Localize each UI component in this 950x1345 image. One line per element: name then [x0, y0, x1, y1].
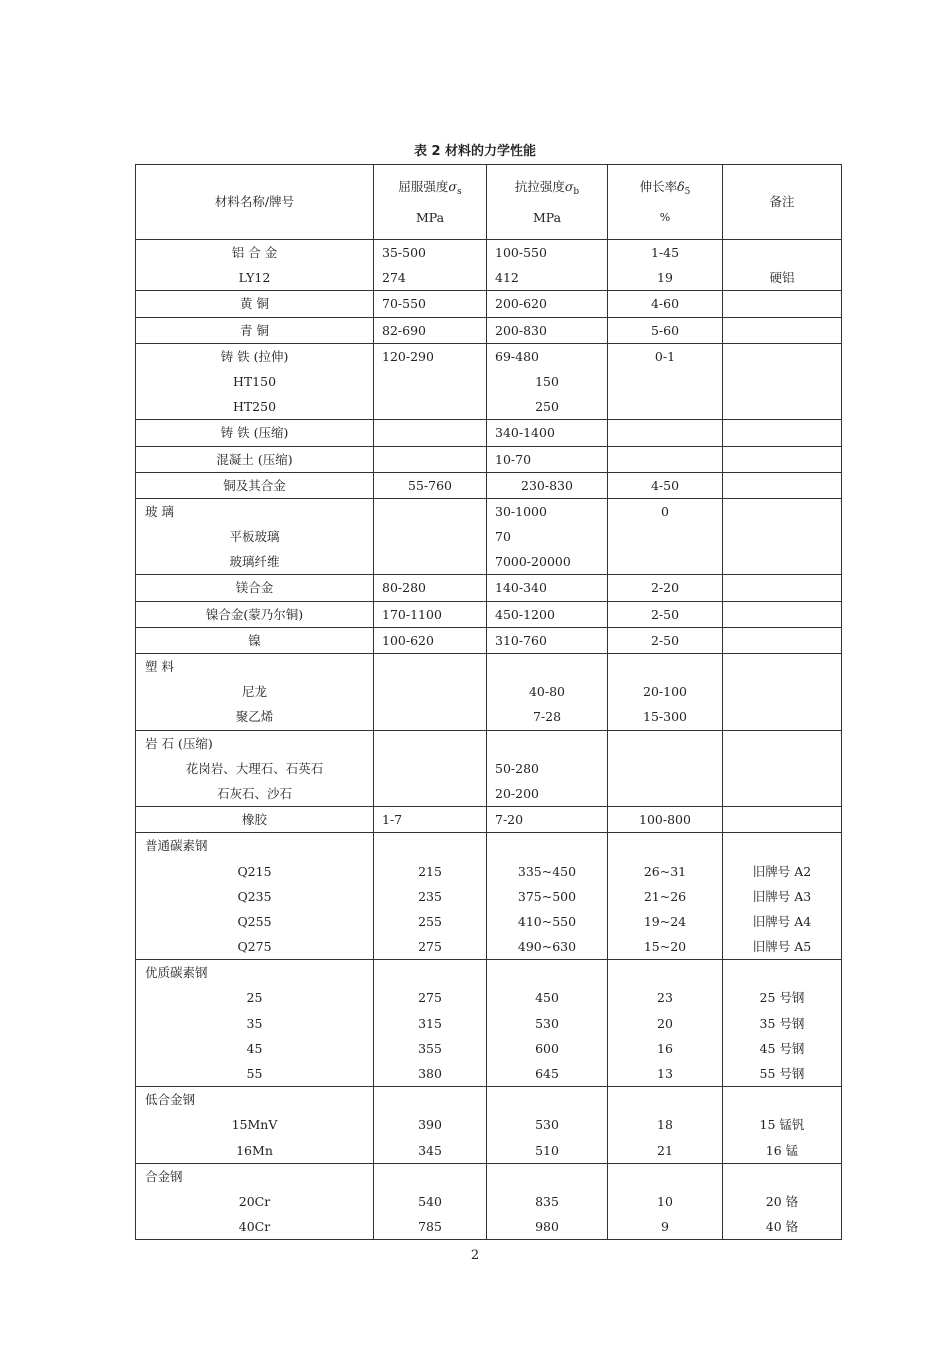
remark-cell — [723, 807, 842, 833]
elongation-line — [608, 833, 722, 858]
tensile-strength-cell — [487, 627, 608, 653]
material-name-line: 15MnV — [231, 1117, 278, 1133]
yield-strength-line: 82-690 — [382, 322, 426, 338]
elongation-line: 18 — [657, 1117, 673, 1133]
elongation-line: 23 — [657, 990, 673, 1006]
material-name-line: Q255 — [237, 913, 272, 929]
header-tensile-unit: MPa — [532, 209, 562, 225]
yield-strength-cell — [374, 1087, 487, 1164]
elongation-cell — [608, 291, 723, 317]
yield-strength-line — [374, 1087, 486, 1112]
remark-cell — [723, 1087, 842, 1164]
material-name-cell — [136, 575, 374, 601]
material-name-line: 花岗岩、大理石、石英石 — [185, 760, 324, 776]
material-name-line: 优质碳素钢 — [145, 965, 208, 981]
material-name-line: 玻璃纤维 — [229, 554, 280, 570]
remark-line: 40 铬 — [765, 1219, 799, 1235]
yield-strength-cell — [374, 833, 487, 960]
yield-strength-cell — [374, 472, 487, 498]
material-name-line: Q215 — [237, 863, 272, 879]
yield-strength-cell — [374, 575, 487, 601]
tensile-strength-cell — [487, 575, 608, 601]
material-name-line: HT150 — [232, 373, 277, 389]
remark-cell — [723, 1163, 842, 1240]
tensile-strength-line: 30-1000 — [495, 503, 547, 519]
elongation-line: 21 — [657, 1142, 673, 1158]
elongation-line: 26~31 — [643, 863, 687, 879]
header-tensile-label: 抗拉强度 — [514, 178, 565, 194]
yield-strength-line: 80-280 — [382, 580, 426, 596]
material-name-line: 40Cr — [238, 1219, 271, 1235]
yield-strength-cell — [374, 627, 487, 653]
elongation-cell — [608, 833, 723, 960]
tensile-strength-line: 530 — [535, 1015, 559, 1031]
yield-strength-cell — [374, 240, 487, 291]
tensile-strength-line: 100-550 — [495, 245, 547, 260]
material-name-line: 平板玻璃 — [229, 529, 280, 545]
tensile-strength-cell — [487, 654, 608, 731]
elongation-cell — [608, 446, 723, 472]
elongation-line: 100-800 — [639, 812, 691, 828]
tensile-strength-cell — [487, 1087, 608, 1164]
material-name-line: 镍 — [248, 632, 261, 648]
material-name-line: 16Mn — [236, 1142, 273, 1158]
tensile-strength-line: 69-480 — [495, 348, 539, 364]
material-name-cell — [136, 498, 374, 575]
material-name-line: 岩 石 (压缩) — [145, 735, 213, 751]
elongation-cell — [608, 420, 723, 446]
yield-strength-line: 390 — [418, 1117, 442, 1133]
yield-strength-line: 1-7 — [382, 812, 403, 828]
yield-strength-line: 120-290 — [382, 348, 434, 364]
tensile-strength-cell — [487, 601, 608, 627]
remark-line: 旧牌号 A4 — [752, 913, 812, 929]
elongation-cell — [608, 575, 723, 601]
header-elongation — [608, 165, 723, 240]
yield-strength-cell — [374, 446, 487, 472]
material-name-cell — [136, 654, 374, 731]
material-name-cell — [136, 1163, 374, 1240]
table-header-row — [136, 165, 842, 240]
elongation-cell — [608, 240, 723, 291]
remark-cell — [723, 960, 842, 1087]
elongation-cell — [608, 1163, 723, 1240]
yield-strength-cell — [374, 601, 487, 627]
yield-strength-cell — [374, 343, 487, 420]
tensile-strength-line — [487, 833, 607, 858]
tensile-strength-line: 410~550 — [517, 913, 577, 929]
tensile-strength-cell — [487, 498, 608, 575]
tensile-strength-cell — [487, 343, 608, 420]
yield-strength-cell — [374, 960, 487, 1087]
tensile-strength-line: 340-1400 — [495, 425, 555, 441]
material-name-line: 铝 合 金 — [231, 245, 278, 260]
elongation-line — [608, 654, 722, 679]
remark-cell — [723, 833, 842, 960]
remark-line: 55 号钢 — [759, 1066, 805, 1081]
tensile-strength-line: 510 — [535, 1142, 559, 1158]
delta-5-symbol: δ — [677, 178, 685, 194]
elongation-line: 4-60 — [650, 296, 680, 312]
table-row — [136, 498, 842, 575]
tensile-strength-line: 412 — [495, 270, 519, 286]
yield-strength-cell — [374, 317, 487, 343]
remark-cell — [723, 446, 842, 472]
yield-strength-line: 170-1100 — [382, 606, 442, 622]
material-name-line: 25 — [246, 990, 263, 1006]
tensile-strength-line: 310-760 — [495, 632, 547, 648]
table-row — [136, 654, 842, 731]
elongation-line: 16 — [657, 1040, 673, 1056]
header-yield-strength — [374, 165, 487, 240]
yield-strength-cell — [374, 420, 487, 446]
table-row — [136, 960, 842, 1087]
tensile-strength-cell — [487, 1163, 608, 1240]
yield-strength-line — [374, 960, 486, 985]
material-name-cell — [136, 1087, 374, 1164]
remark-line: 旧牌号 A5 — [752, 939, 812, 955]
yield-strength-line: 70-550 — [382, 296, 426, 312]
elongation-line: 0-1 — [654, 348, 676, 364]
yield-strength-line: 215 — [418, 863, 442, 879]
elongation-line: 19 — [657, 270, 673, 286]
material-name-cell — [136, 601, 374, 627]
table-row — [136, 291, 842, 317]
yield-strength-line: 100-620 — [382, 632, 434, 648]
tensile-strength-line: 450 — [535, 990, 559, 1006]
tensile-strength-line: 250 — [535, 399, 559, 415]
elongation-line: 1-45 — [650, 245, 680, 260]
tensile-strength-line: 40-80 — [528, 684, 566, 700]
sigma-b-subscript: b — [573, 186, 580, 197]
header-elongation-label: 伸长率 — [639, 178, 678, 194]
tensile-strength-cell — [487, 240, 608, 291]
table-row — [136, 343, 842, 420]
table-row — [136, 472, 842, 498]
material-name-cell — [136, 317, 374, 343]
tensile-strength-line: 70 — [495, 529, 511, 545]
header-yield-unit: MPa — [415, 209, 445, 225]
material-name-line: 石灰石、沙石 — [216, 785, 292, 801]
material-name-line: 低合金钢 — [145, 1092, 196, 1108]
elongation-line: 2-50 — [650, 632, 680, 648]
table-row — [136, 807, 842, 833]
tensile-strength-cell — [487, 807, 608, 833]
tensile-strength-line: 7-28 — [532, 709, 562, 725]
tensile-strength-line — [487, 731, 607, 756]
table-row — [136, 446, 842, 472]
remark-line: 硬铝 — [769, 270, 795, 286]
yield-strength-line: 274 — [382, 270, 406, 286]
material-name-line: 塑 料 — [145, 659, 174, 674]
material-name-line: 铸 铁 (压缩) — [220, 425, 289, 441]
elongation-cell — [608, 343, 723, 420]
material-name-cell — [136, 833, 374, 960]
tensile-strength-line — [487, 1087, 607, 1112]
remark-line: 16 锰 — [765, 1142, 799, 1158]
material-name-line: 铸 铁 (拉伸) — [220, 348, 289, 364]
remark-cell — [723, 601, 842, 627]
tensile-strength-line: 50-280 — [495, 760, 539, 776]
table-body — [136, 240, 842, 1240]
table-row — [136, 1087, 842, 1164]
material-name-cell — [136, 960, 374, 1087]
tensile-strength-cell — [487, 317, 608, 343]
elongation-line: 0 — [661, 503, 669, 519]
elongation-line: 21~26 — [643, 888, 687, 904]
header-tensile-strength — [487, 165, 608, 240]
yield-strength-line: 355 — [418, 1040, 442, 1056]
remark-line: 旧牌号 A2 — [752, 863, 812, 879]
table-row — [136, 730, 842, 807]
header-material-name: 材料名称/牌号 — [136, 165, 374, 240]
remark-cell — [723, 498, 842, 575]
material-name-line: Q235 — [237, 888, 272, 904]
yield-strength-line — [374, 833, 486, 858]
tensile-strength-cell — [487, 446, 608, 472]
table-row — [136, 833, 842, 960]
elongation-line: 2-50 — [650, 606, 680, 622]
page-number: 2 — [470, 1248, 480, 1263]
tensile-strength-line — [487, 654, 607, 679]
yield-strength-cell — [374, 654, 487, 731]
table-caption: 表 2 材料的力学性能 — [413, 144, 537, 159]
tensile-strength-line: 530 — [535, 1117, 559, 1133]
elongation-cell — [608, 654, 723, 731]
elongation-cell — [608, 627, 723, 653]
elongation-cell — [608, 317, 723, 343]
tensile-strength-line: 230-830 — [521, 477, 573, 493]
yield-strength-cell — [374, 807, 487, 833]
table-row — [136, 1163, 842, 1240]
table-row — [136, 317, 842, 343]
remark-line: 旧牌号 A3 — [752, 888, 812, 904]
elongation-cell — [608, 472, 723, 498]
elongation-line: 20 — [657, 1015, 673, 1031]
material-name-line: 55 — [246, 1066, 263, 1081]
header-elongation-unit: % — [659, 210, 671, 224]
yield-strength-line: 785 — [418, 1219, 442, 1235]
remark-line — [723, 960, 841, 985]
material-name-line: Q275 — [237, 939, 272, 955]
material-name-cell — [136, 807, 374, 833]
remark-line: 45 号钢 — [759, 1040, 805, 1056]
material-name-line: 黄 铜 — [240, 296, 269, 312]
tensile-strength-cell — [487, 833, 608, 960]
material-name-line: 混凝土 (压缩) — [216, 451, 293, 467]
yield-strength-cell — [374, 1163, 487, 1240]
elongation-line: 15-300 — [643, 709, 687, 725]
yield-strength-line: 380 — [418, 1066, 442, 1081]
remark-cell — [723, 317, 842, 343]
material-name-cell — [136, 240, 374, 291]
yield-strength-cell — [374, 498, 487, 575]
tensile-strength-line: 200-830 — [495, 322, 547, 338]
material-name-line: 普通碳素钢 — [145, 838, 208, 854]
material-name-cell — [136, 343, 374, 420]
material-name-line: 聚乙烯 — [235, 709, 274, 725]
remark-line: 20 铬 — [765, 1193, 799, 1209]
tensile-strength-cell — [487, 960, 608, 1087]
elongation-cell — [608, 1087, 723, 1164]
material-name-cell — [136, 291, 374, 317]
remark-cell — [723, 654, 842, 731]
material-name-cell — [136, 730, 374, 807]
tensile-strength-line — [487, 960, 607, 985]
elongation-line: 2-20 — [650, 580, 680, 596]
material-name-cell — [136, 446, 374, 472]
elongation-cell — [608, 960, 723, 1087]
material-name-line: 镁合金 — [235, 580, 274, 596]
table-row — [136, 420, 842, 446]
header-yield-label: 屈服强度 — [398, 178, 449, 194]
remark-line — [723, 240, 841, 265]
material-name-line: HT250 — [232, 399, 277, 415]
header-remark: 备注 — [723, 165, 842, 240]
elongation-line — [608, 1087, 722, 1112]
elongation-cell — [608, 601, 723, 627]
yield-strength-cell — [374, 730, 487, 807]
yield-strength-line: 275 — [418, 939, 442, 955]
table-row — [136, 575, 842, 601]
elongation-line: 5-60 — [650, 322, 680, 338]
remark-line — [723, 833, 841, 858]
tensile-strength-line: 645 — [535, 1066, 559, 1081]
yield-strength-line: 35-500 — [382, 245, 426, 260]
sigma-s-subscript: s — [456, 186, 462, 197]
remark-line — [723, 1164, 841, 1189]
tensile-strength-line: 20-200 — [495, 785, 539, 801]
elongation-cell — [608, 730, 723, 807]
material-name-line: 铜及其合金 — [223, 477, 286, 493]
material-name-cell — [136, 627, 374, 653]
material-name-line: 橡胶 — [241, 812, 267, 828]
material-name-line: 45 — [246, 1040, 263, 1056]
remark-cell — [723, 343, 842, 420]
tensile-strength-line: 450-1200 — [495, 606, 555, 622]
yield-strength-line: 275 — [418, 990, 442, 1006]
delta-5-subscript: 5 — [684, 186, 691, 197]
tensile-strength-line: 7-20 — [495, 812, 524, 828]
yield-strength-line — [374, 1164, 486, 1189]
material-name-line: 尼龙 — [241, 684, 267, 700]
material-name-line: 青 铜 — [240, 322, 269, 338]
material-name-line: 20Cr — [238, 1193, 271, 1209]
elongation-line: 19~24 — [643, 913, 687, 929]
tensile-strength-line: 7000-20000 — [495, 554, 571, 570]
elongation-line — [608, 1164, 722, 1189]
remark-cell — [723, 420, 842, 446]
elongation-line: 20-100 — [643, 684, 687, 700]
tensile-strength-cell — [487, 730, 608, 807]
yield-strength-line: 255 — [418, 913, 442, 929]
tensile-strength-line: 600 — [535, 1040, 559, 1056]
tensile-strength-line: 200-620 — [495, 296, 547, 312]
remark-line: 15 锰钒 — [759, 1117, 805, 1133]
yield-strength-line: 235 — [418, 888, 442, 904]
tensile-strength-line: 10-70 — [495, 451, 532, 467]
yield-strength-line: 315 — [418, 1015, 442, 1031]
tensile-strength-line — [487, 1164, 607, 1189]
tensile-strength-cell — [487, 472, 608, 498]
material-name-cell — [136, 420, 374, 446]
elongation-line: 9 — [661, 1219, 669, 1235]
remark-cell — [723, 575, 842, 601]
material-name-line: 玻 璃 — [145, 503, 174, 519]
table-row — [136, 627, 842, 653]
tensile-strength-line: 490~630 — [517, 939, 577, 955]
yield-strength-cell — [374, 291, 487, 317]
remark-line: 25 号钢 — [759, 990, 805, 1006]
yield-strength-line: 345 — [418, 1142, 442, 1158]
yield-strength-line: 540 — [418, 1193, 442, 1209]
tensile-strength-line: 150 — [535, 373, 559, 389]
material-name-line: 35 — [246, 1015, 263, 1031]
yield-strength-line: 55-760 — [408, 477, 452, 493]
table-row — [136, 601, 842, 627]
material-name-cell — [136, 472, 374, 498]
elongation-line: 15~20 — [643, 939, 687, 955]
remark-cell — [723, 472, 842, 498]
material-name-line: 镍合金(蒙乃尔铜) — [205, 606, 304, 622]
material-name-line: LY12 — [238, 270, 271, 286]
material-name-line: 合金钢 — [145, 1168, 183, 1184]
remark-cell — [723, 730, 842, 807]
elongation-line: 10 — [657, 1193, 673, 1209]
elongation-cell — [608, 807, 723, 833]
tensile-strength-line: 980 — [535, 1219, 559, 1235]
remark-cell — [723, 240, 842, 291]
elongation-line: 13 — [657, 1066, 673, 1081]
sigma-b-symbol: σ — [564, 178, 574, 194]
elongation-line: 4-50 — [650, 477, 680, 493]
tensile-strength-line: 335~450 — [517, 863, 577, 879]
mechanical-properties-table — [135, 164, 842, 1240]
tensile-strength-line: 835 — [535, 1193, 559, 1209]
tensile-strength-line: 375~500 — [517, 888, 577, 904]
table-row — [136, 240, 842, 291]
elongation-line — [608, 960, 722, 985]
tensile-strength-line: 140-340 — [495, 580, 547, 596]
remark-cell — [723, 627, 842, 653]
remark-line: 35 号钢 — [759, 1015, 805, 1031]
elongation-cell — [608, 498, 723, 575]
remark-cell — [723, 291, 842, 317]
remark-line — [723, 1087, 841, 1112]
tensile-strength-cell — [487, 291, 608, 317]
sigma-s-symbol: σ — [448, 178, 457, 194]
tensile-strength-cell — [487, 420, 608, 446]
